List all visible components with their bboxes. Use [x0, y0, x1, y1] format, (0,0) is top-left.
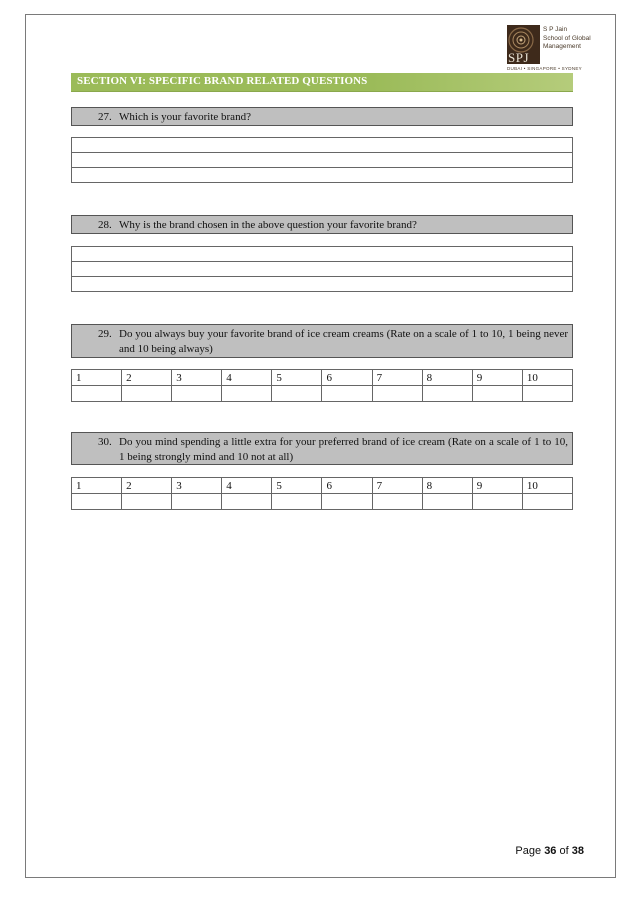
- scale-answer-cell[interactable]: [272, 386, 322, 402]
- school-logo: [507, 25, 597, 77]
- answer-line[interactable]: [72, 277, 573, 292]
- answer-line[interactable]: [72, 153, 573, 168]
- scale-answer-cell[interactable]: [322, 386, 372, 402]
- scale-answer-cell[interactable]: [122, 494, 172, 510]
- page-number-footer: [515, 845, 584, 857]
- of-label: of: [559, 845, 569, 857]
- scale-answer-cell[interactable]: [172, 494, 222, 510]
- scale-label: 8: [422, 478, 472, 494]
- section-header: [71, 73, 573, 92]
- scale-label: 1: [72, 478, 122, 494]
- scale-answer-cell[interactable]: [222, 494, 272, 510]
- question-text: Do you mind spending a little extra for your preferred brand of ice cream (Rate on a scale of 1 to 10, 1 being strongly mind and 10 not at all): [119, 436, 568, 463]
- scale-label: 2: [122, 370, 172, 386]
- section-title: SECTION VI: SPECIFIC BRAND RELATED QUESTIONS: [77, 75, 368, 87]
- scale-answer-cell[interactable]: [322, 494, 372, 510]
- scale-answer-cell[interactable]: [222, 386, 272, 402]
- current-page: 36: [544, 845, 557, 857]
- scale-answer-cell[interactable]: [72, 494, 122, 510]
- scale-answer-cell[interactable]: [472, 494, 522, 510]
- question-text: Why is the brand chosen in the above question your favorite brand?: [119, 219, 417, 231]
- scale-answer-cell[interactable]: [472, 386, 522, 402]
- scale-label: 5: [272, 478, 322, 494]
- page-label: Page: [515, 845, 542, 857]
- scale-answer-cell[interactable]: [122, 386, 172, 402]
- scale-answer-cell[interactable]: [272, 494, 322, 510]
- scale-answer-cell[interactable]: [522, 386, 572, 402]
- answer-line[interactable]: [72, 138, 573, 153]
- question-28-bar: [71, 215, 573, 234]
- scale-label: 2: [122, 478, 172, 494]
- scale-answer-cell[interactable]: [372, 494, 422, 510]
- scale-label: 9: [472, 478, 522, 494]
- scale-label: 3: [172, 370, 222, 386]
- total-pages: 38: [571, 845, 584, 857]
- scale-answer-cell[interactable]: [422, 494, 472, 510]
- question-29-rating-scale: [71, 369, 573, 402]
- question-27-bar: [71, 107, 573, 126]
- scale-label: 4: [222, 370, 272, 386]
- scale-answer-cell[interactable]: [522, 494, 572, 510]
- logo-cities: DUBAI • SINGAPORE • SYDNEY: [507, 66, 582, 71]
- answer-line[interactable]: [72, 168, 573, 183]
- scale-label: 10: [522, 478, 572, 494]
- scale-label: 3: [172, 478, 222, 494]
- question-29-bar: [71, 324, 573, 358]
- scale-label: 9: [472, 370, 522, 386]
- scale-label: 5: [272, 370, 322, 386]
- scale-label: 8: [422, 370, 472, 386]
- scale-label: 6: [322, 370, 372, 386]
- question-number: 27.: [98, 111, 112, 123]
- answer-line[interactable]: [72, 247, 573, 262]
- question-number: 30.: [98, 436, 112, 448]
- scale-answer-cell[interactable]: [422, 386, 472, 402]
- scale-label: 7: [372, 370, 422, 386]
- scale-label: 7: [372, 478, 422, 494]
- answer-line[interactable]: [72, 262, 573, 277]
- question-number: 28.: [98, 219, 112, 231]
- question-30-bar: [71, 432, 573, 465]
- logo-emblem: [507, 25, 540, 64]
- scale-label: 4: [222, 478, 272, 494]
- scale-answer-cell[interactable]: [172, 386, 222, 402]
- scale-answer-cell[interactable]: [372, 386, 422, 402]
- scale-label: 6: [322, 478, 372, 494]
- scale-label: 1: [72, 370, 122, 386]
- question-28-answer-lines: [71, 246, 573, 292]
- question-27-answer-lines: [71, 137, 573, 183]
- logo-monogram: SPJ: [508, 50, 530, 64]
- question-text: Which is your favorite brand?: [119, 111, 251, 123]
- question-number: 29.: [98, 328, 112, 340]
- scale-label: 10: [522, 370, 572, 386]
- question-30-rating-scale: [71, 477, 573, 510]
- scale-answer-cell[interactable]: [72, 386, 122, 402]
- question-text: Do you always buy your favorite brand of ice cream creams (Rate on a scale of 1 to 10, 1 being never and 10 being always): [119, 328, 568, 355]
- logo-school-name: S P Jain School of Global Management: [543, 26, 591, 50]
